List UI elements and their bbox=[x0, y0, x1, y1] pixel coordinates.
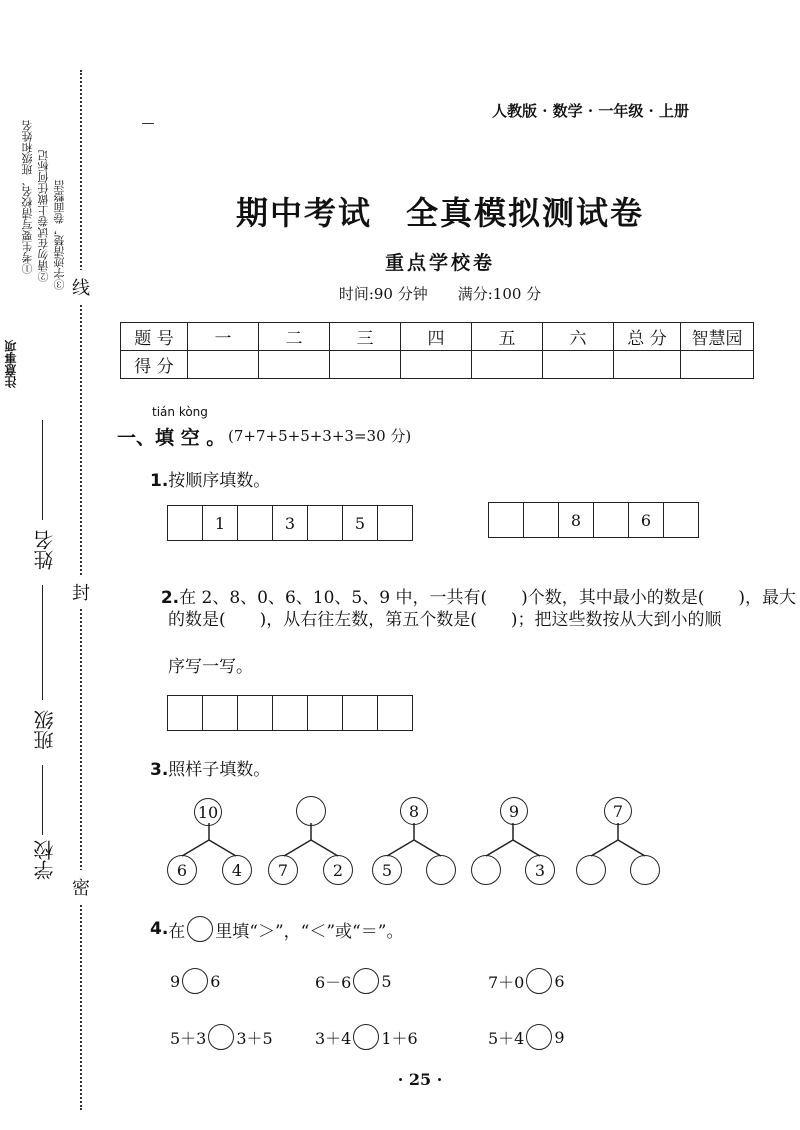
q4-text-post: 里填“＞”，“＜”或“＝”。 bbox=[215, 921, 404, 942]
compare-item bbox=[315, 1024, 418, 1050]
compare-answer-circle[interactable] bbox=[526, 968, 552, 994]
q4-number: 4. bbox=[150, 919, 169, 939]
score-row-label: 得 分 bbox=[121, 351, 188, 379]
q2-line-3: 序写一写。 bbox=[168, 657, 253, 677]
note-3: ③字迹清楚，卷面整洁 bbox=[53, 180, 66, 290]
bond-right-circle: 2 bbox=[323, 855, 353, 885]
bond-right-circle[interactable] bbox=[630, 855, 660, 885]
number-box[interactable] bbox=[168, 506, 203, 540]
number-box[interactable]: 1 bbox=[203, 506, 238, 540]
page-number: · 25 · bbox=[397, 1070, 443, 1089]
series-header: 人教版 · 数学 · 一年级 · 上册 bbox=[492, 102, 690, 120]
header-mark bbox=[142, 123, 154, 124]
q3 bbox=[150, 755, 270, 780]
number-box[interactable] bbox=[594, 503, 629, 537]
class-line bbox=[42, 585, 43, 700]
compare-circle-icon bbox=[187, 916, 213, 942]
compare-answer-circle[interactable] bbox=[353, 968, 379, 994]
compare-item bbox=[170, 1024, 273, 1050]
number-box[interactable]: 3 bbox=[273, 506, 308, 540]
bond-top-circle[interactable] bbox=[296, 796, 326, 826]
score-head-cell: 三 bbox=[330, 323, 401, 351]
score-head-cell: 二 bbox=[259, 323, 330, 351]
q1-box-row-b bbox=[488, 502, 699, 538]
score-input-cell[interactable] bbox=[472, 351, 543, 379]
notes-heading: 注意事项 bbox=[4, 340, 18, 388]
score-head-cell: 五 bbox=[472, 323, 543, 351]
compare-answer-circle[interactable] bbox=[526, 1024, 552, 1050]
q3-text: 照样子填数。 bbox=[168, 760, 271, 780]
bond-right-circle: 3 bbox=[525, 855, 555, 885]
time-info: 时间:90 分钟 满分:100 分 bbox=[338, 285, 542, 303]
school-label: 学校 bbox=[33, 840, 57, 880]
compare-answer-circle[interactable] bbox=[208, 1024, 234, 1050]
number-box[interactable] bbox=[168, 696, 203, 730]
number-box[interactable] bbox=[343, 696, 378, 730]
score-table bbox=[120, 322, 754, 379]
compare-right: 5 bbox=[381, 971, 392, 991]
compare-answer-circle[interactable] bbox=[353, 1024, 379, 1050]
number-box[interactable] bbox=[378, 696, 412, 730]
score-input-cell[interactable] bbox=[188, 351, 259, 379]
bond-top-circle: 10 bbox=[194, 798, 222, 826]
margin-secret-char: 密 bbox=[72, 870, 90, 904]
number-box[interactable] bbox=[308, 506, 343, 540]
number-box[interactable] bbox=[238, 506, 273, 540]
q2-line-2: 的数是( )，从右往左数，第五个数是( )；把这些数按从大到小的顺 bbox=[168, 610, 722, 630]
compare-left: 3＋4 bbox=[315, 1028, 352, 1048]
q2-text-1: 在 2、8、0、6、10、5、9 中，一共有( )个数，其中最小的数是( )，最大 bbox=[179, 588, 796, 608]
score-input-cell[interactable] bbox=[543, 351, 614, 379]
exam-notes bbox=[0, 110, 70, 400]
score-head-label: 题 号 bbox=[121, 323, 188, 351]
compare-item bbox=[488, 1024, 565, 1050]
page-title: 期中考试 全真模拟测试卷 bbox=[235, 194, 644, 232]
compare-right: 6 bbox=[554, 971, 565, 991]
bond-left-circle[interactable] bbox=[471, 855, 501, 885]
compare-right: 6 bbox=[210, 971, 221, 991]
q3-number: 3. bbox=[150, 760, 169, 780]
score-input-cell[interactable] bbox=[681, 351, 754, 379]
compare-item bbox=[170, 968, 220, 994]
compare-right: 3＋5 bbox=[236, 1028, 273, 1048]
margin-seal-char: 封 bbox=[72, 575, 90, 609]
class-label: 班级 bbox=[33, 710, 57, 750]
name-line bbox=[42, 420, 43, 520]
bond-left-circle: 7 bbox=[268, 855, 298, 885]
compare-answer-circle[interactable] bbox=[182, 968, 208, 994]
compare-right: 1＋6 bbox=[381, 1028, 418, 1048]
number-box[interactable] bbox=[203, 696, 238, 730]
q2-box-row bbox=[167, 695, 413, 731]
q2-number: 2. bbox=[160, 588, 180, 608]
score-head-bonus: 智慧园 bbox=[681, 323, 754, 351]
compare-item bbox=[488, 968, 565, 994]
compare-left: 9 bbox=[170, 971, 181, 991]
score-head-total: 总 分 bbox=[614, 323, 681, 351]
q1-box-row-a bbox=[167, 505, 413, 541]
section-heading: 一、填 空 。 bbox=[117, 427, 226, 449]
score-head-cell: 一 bbox=[188, 323, 259, 351]
note-2: ②请勿在试卷上做任何标记 bbox=[37, 150, 50, 282]
score-header-row bbox=[121, 323, 754, 351]
number-box[interactable] bbox=[489, 503, 524, 537]
number-box[interactable]: 5 bbox=[343, 506, 378, 540]
q2-line-1 bbox=[150, 563, 796, 608]
page-subtitle: 重点学校卷 bbox=[384, 252, 495, 274]
number-box[interactable] bbox=[308, 696, 343, 730]
section-points: (7+7+5+5+3+3=30 分) bbox=[228, 427, 412, 445]
q1-number: 1. bbox=[150, 471, 169, 491]
compare-left: 5＋4 bbox=[488, 1028, 525, 1048]
score-head-cell: 四 bbox=[401, 323, 472, 351]
q4-text-pre: 在 bbox=[168, 921, 186, 942]
q1-text: 按顺序填数。 bbox=[168, 471, 271, 491]
bond-top-circle: 8 bbox=[400, 797, 428, 825]
number-box[interactable] bbox=[664, 503, 698, 537]
compare-right: 9 bbox=[554, 1027, 565, 1047]
score-input-cell[interactable] bbox=[401, 351, 472, 379]
bond-right-circle[interactable] bbox=[426, 855, 456, 885]
q1 bbox=[150, 466, 270, 491]
bond-top-circle: 7 bbox=[604, 797, 632, 825]
compare-left: 5＋3 bbox=[170, 1028, 207, 1048]
q4 bbox=[150, 916, 403, 942]
number-box[interactable] bbox=[238, 696, 273, 730]
bond-left-circle: 5 bbox=[372, 855, 402, 885]
note-1: ①考生要写清校名、班级和姓名 bbox=[21, 120, 34, 274]
score-input-cell[interactable] bbox=[614, 351, 681, 379]
number-box[interactable]: 6 bbox=[629, 503, 664, 537]
section-pinyin: tián kòng bbox=[152, 405, 208, 419]
bond-left-circle[interactable] bbox=[576, 855, 606, 885]
score-input-cell[interactable] bbox=[330, 351, 401, 379]
number-box[interactable] bbox=[378, 506, 412, 540]
number-box[interactable] bbox=[524, 503, 559, 537]
school-line bbox=[42, 765, 43, 835]
compare-item bbox=[315, 968, 392, 994]
number-box[interactable]: 8 bbox=[559, 503, 594, 537]
compare-left: 6－6 bbox=[315, 972, 352, 992]
score-value-row bbox=[121, 351, 754, 379]
score-input-cell[interactable] bbox=[259, 351, 330, 379]
bond-top-circle: 9 bbox=[500, 797, 528, 825]
score-head-cell: 六 bbox=[543, 323, 614, 351]
margin-line-char: 线 bbox=[72, 270, 90, 304]
bond-right-circle: 4 bbox=[222, 855, 252, 885]
number-box[interactable] bbox=[273, 696, 308, 730]
bond-left-circle: 6 bbox=[167, 855, 197, 885]
name-label: 姓名 bbox=[33, 530, 57, 570]
compare-left: 7＋0 bbox=[488, 972, 525, 992]
